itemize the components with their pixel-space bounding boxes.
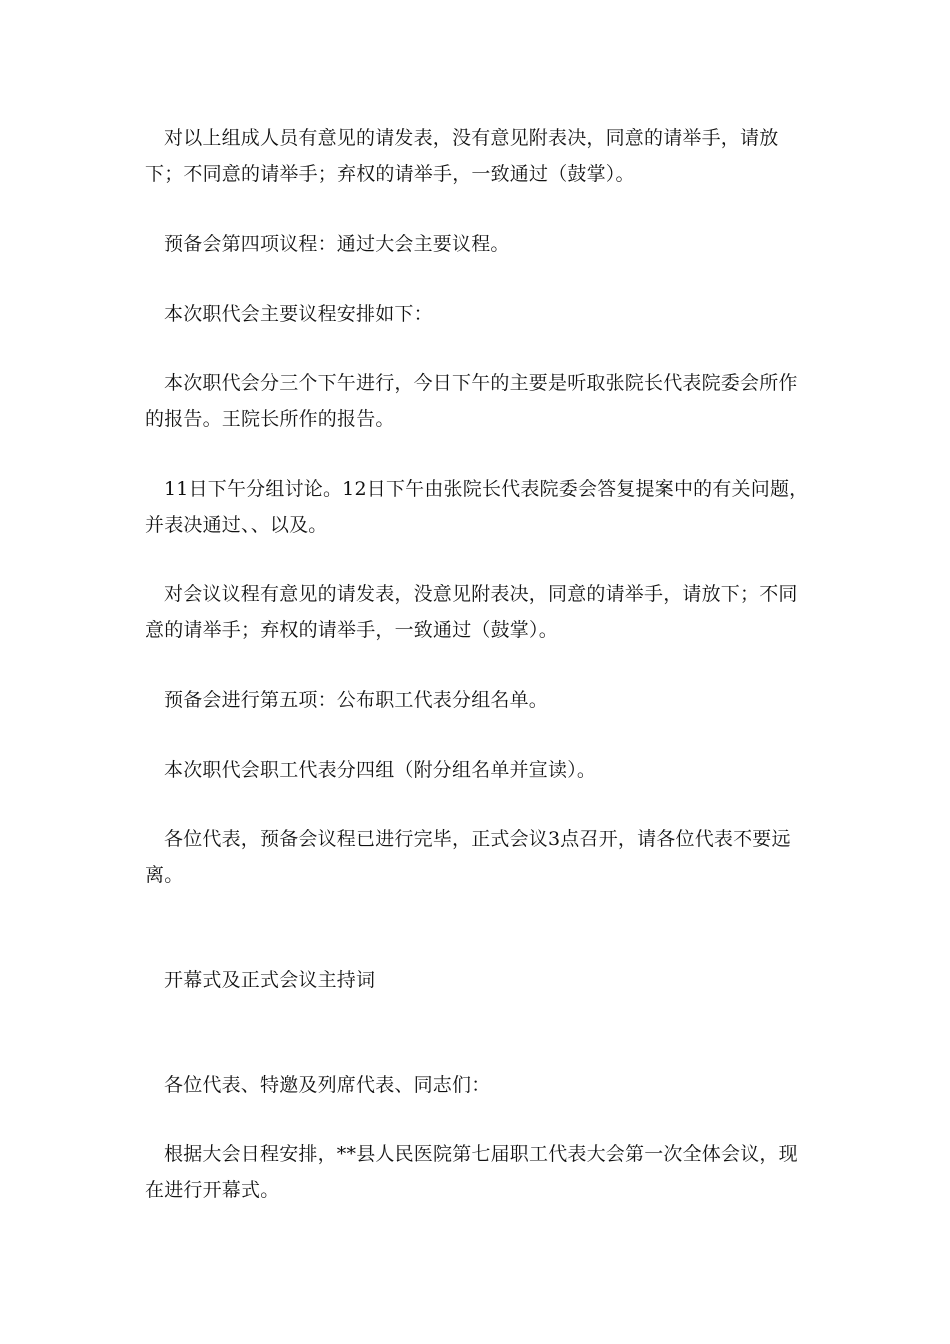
paragraph-agenda-item-four: 预备会第四项议程：通过大会主要议程。 (164, 233, 510, 255)
paragraph-vote-on-members: 对以上组成人员有意见的请发表，没有意见附表决，同意的请举手，请放下；不同意的请举手；弃权的请举手，一致通过（鼓掌）。 (145, 127, 779, 185)
paragraph-group-discussion: 11日下午分组讨论。12日下午由张院长代表院委会答复提案中的有关问题，并表决通过、、以及。 (145, 478, 809, 536)
paragraph-agenda-intro: 本次职代会主要议程安排如下： (164, 303, 433, 325)
paragraph-preparatory-complete: 各位代表，预备会议程已进行完毕，正式会议3点召开，请各位代表不要远离。 (145, 828, 791, 886)
paragraph-three-afternoons: 本次职代会分三个下午进行，今日下午的主要是听取张院长代表院委会所作的报告。王院长所作的报告。 (145, 372, 798, 430)
paragraph-agenda-item-five: 预备会进行第五项：公布职工代表分组名单。 (164, 689, 549, 711)
paragraph-four-groups: 本次职代会职工代表分四组（附分组名单并宣读）。 (164, 759, 597, 781)
paragraph-greeting: 各位代表、特邀及列席代表、同志们： (164, 1074, 491, 1096)
paragraph-opening-ceremony: 根据大会日程安排，**县人民医院第七届职工代表大会第一次全体会议，现在进行开幕式。 (145, 1143, 798, 1201)
section-heading: 开幕式及正式会议主持词 (164, 969, 376, 991)
paragraph-vote-on-agenda: 对会议议程有意见的请发表，没意见附表决，同意的请举手，请放下；不同意的请举手；弃权的请举手，一致通过（鼓掌）。 (145, 583, 798, 641)
